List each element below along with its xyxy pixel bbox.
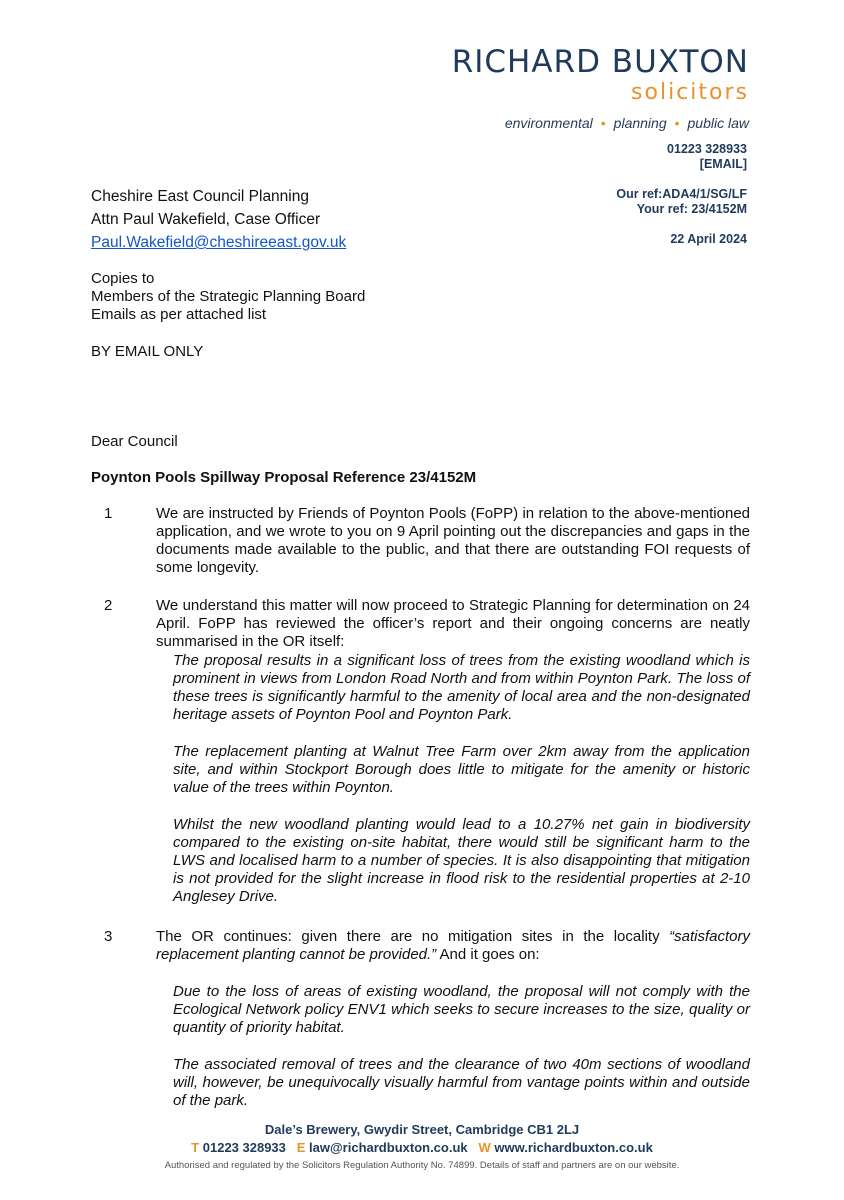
paragraph-text: We are instructed by Friends of Poynton Pools (FoPP) in relation to the above-mentioned application, and we wrote to you on 9 April pointing out the discrepancies and gaps in the documents made available to the public, and that there are outstanding FOI requests of some longevity.: [156, 505, 750, 576]
footer-contact: [0, 1140, 844, 1155]
paragraph-number: 2: [104, 597, 113, 614]
email-label: E: [296, 1140, 306, 1155]
subject-heading: Poynton Pools Spillway Proposal Reference 23/4152M: [91, 469, 477, 486]
firm-logo-sub: solicitors: [631, 80, 749, 105]
firm-phone: 01223 328933: [667, 142, 747, 156]
quoted-text: The replacement planting at Walnut Tree Farm over 2km away from the application site, and within Stockport Borough does little to mitigate for the amenity or historic value of the trees within Poynton.: [173, 743, 750, 796]
copies-block: [91, 270, 365, 324]
firm-logo-name: RICHARD BUXTON: [451, 44, 749, 80]
firm-email: [EMAIL]: [699, 157, 747, 171]
bullet-icon: •: [674, 115, 680, 131]
paragraph-text-end: And it goes on:: [436, 946, 540, 963]
quoted-text: Due to the loss of areas of existing woodland, the proposal will not comply with the Ecological Network policy ENV1 which seeks to secure increases to the size, quality or quantity of priority habitat.: [173, 983, 750, 1036]
footer-regulatory-note: Authorised and regulated by the Solicitors Regulation Authority No. 74899. Details of staff and partners are on our website.: [164, 1160, 680, 1171]
paragraph-text: [156, 928, 750, 964]
bullet-icon: •: [600, 115, 606, 131]
quoted-text: Whilst the new woodland planting would lead to a 10.27% net gain in biodiversity compared to the existing on-site habitat, there would still be significant harm to the LWS and localised harm to a number of species. It is also disappointing that mitigation is not provided for the slight increase in flood risk to the residential properties at 2-10 Anglesey Drive.: [173, 816, 750, 905]
paragraph-number: 3: [104, 928, 113, 945]
quoted-text: The associated removal of trees and the clearance of two 40m sections of woodland will, however, be unequivocally visually harmful from vantage points within and outside of the park.: [173, 1056, 750, 1109]
paragraph-text: We understand this matter will now proceed to Strategic Planning for determination on 24 April. FoPP has reviewed the officer’s report and their ongoing concerns are neatly summarised in the OR itself:: [156, 597, 750, 650]
addressee-email: [91, 232, 346, 254]
our-reference: Our ref:ADA4/1/SG/LF: [616, 187, 747, 201]
salutation: Dear Council: [91, 433, 178, 450]
letter-date: 22 April 2024: [670, 232, 747, 246]
quoted-text: The proposal results in a significant loss of trees from the existing woodland which is prominent in views from London Road North and from within Poynton Park. The loss of these trees is significantly harmful to the amenity of local area and the non-designated heritage assets of Poynton Pool and Poynton Park.: [173, 652, 750, 723]
addressee-email-link[interactable]: Paul.Wakefield@cheshireeast.gov.uk: [91, 234, 347, 251]
addressee-line: Cheshire East Council Planning: [91, 188, 309, 205]
tagline-item: public law: [687, 115, 749, 131]
inline-quote: “satisfactory replacement planting cannot be provided.”: [156, 928, 750, 963]
tagline-item: environmental: [504, 115, 593, 131]
firm-tagline: [505, 115, 749, 131]
your-reference: Your ref: 23/4152M: [636, 202, 747, 216]
paragraph-text-start: The OR continues: given there are no mitigation sites in the locality: [156, 928, 670, 945]
footer-website[interactable]: www.richardbuxton.co.uk: [494, 1140, 653, 1155]
footer-email[interactable]: law@richardbuxton.co.uk: [309, 1140, 468, 1155]
copies-line: Emails as per attached list: [91, 306, 267, 323]
copies-line: Copies to: [91, 270, 155, 287]
copies-line: Members of the Strategic Planning Board: [91, 288, 366, 305]
footer-phone: 01223 328933: [202, 1140, 286, 1155]
tagline-item: planning: [613, 115, 667, 131]
footer-address: Dale’s Brewery, Gwydir Street, Cambridge CB1 2LJ: [264, 1122, 580, 1137]
addressee-line: Attn Paul Wakefield, Case Officer: [91, 211, 321, 228]
phone-label: T: [191, 1140, 200, 1155]
paragraph-number: 1: [104, 505, 113, 522]
web-label: W: [478, 1140, 491, 1155]
delivery-method: BY EMAIL ONLY: [91, 343, 204, 360]
